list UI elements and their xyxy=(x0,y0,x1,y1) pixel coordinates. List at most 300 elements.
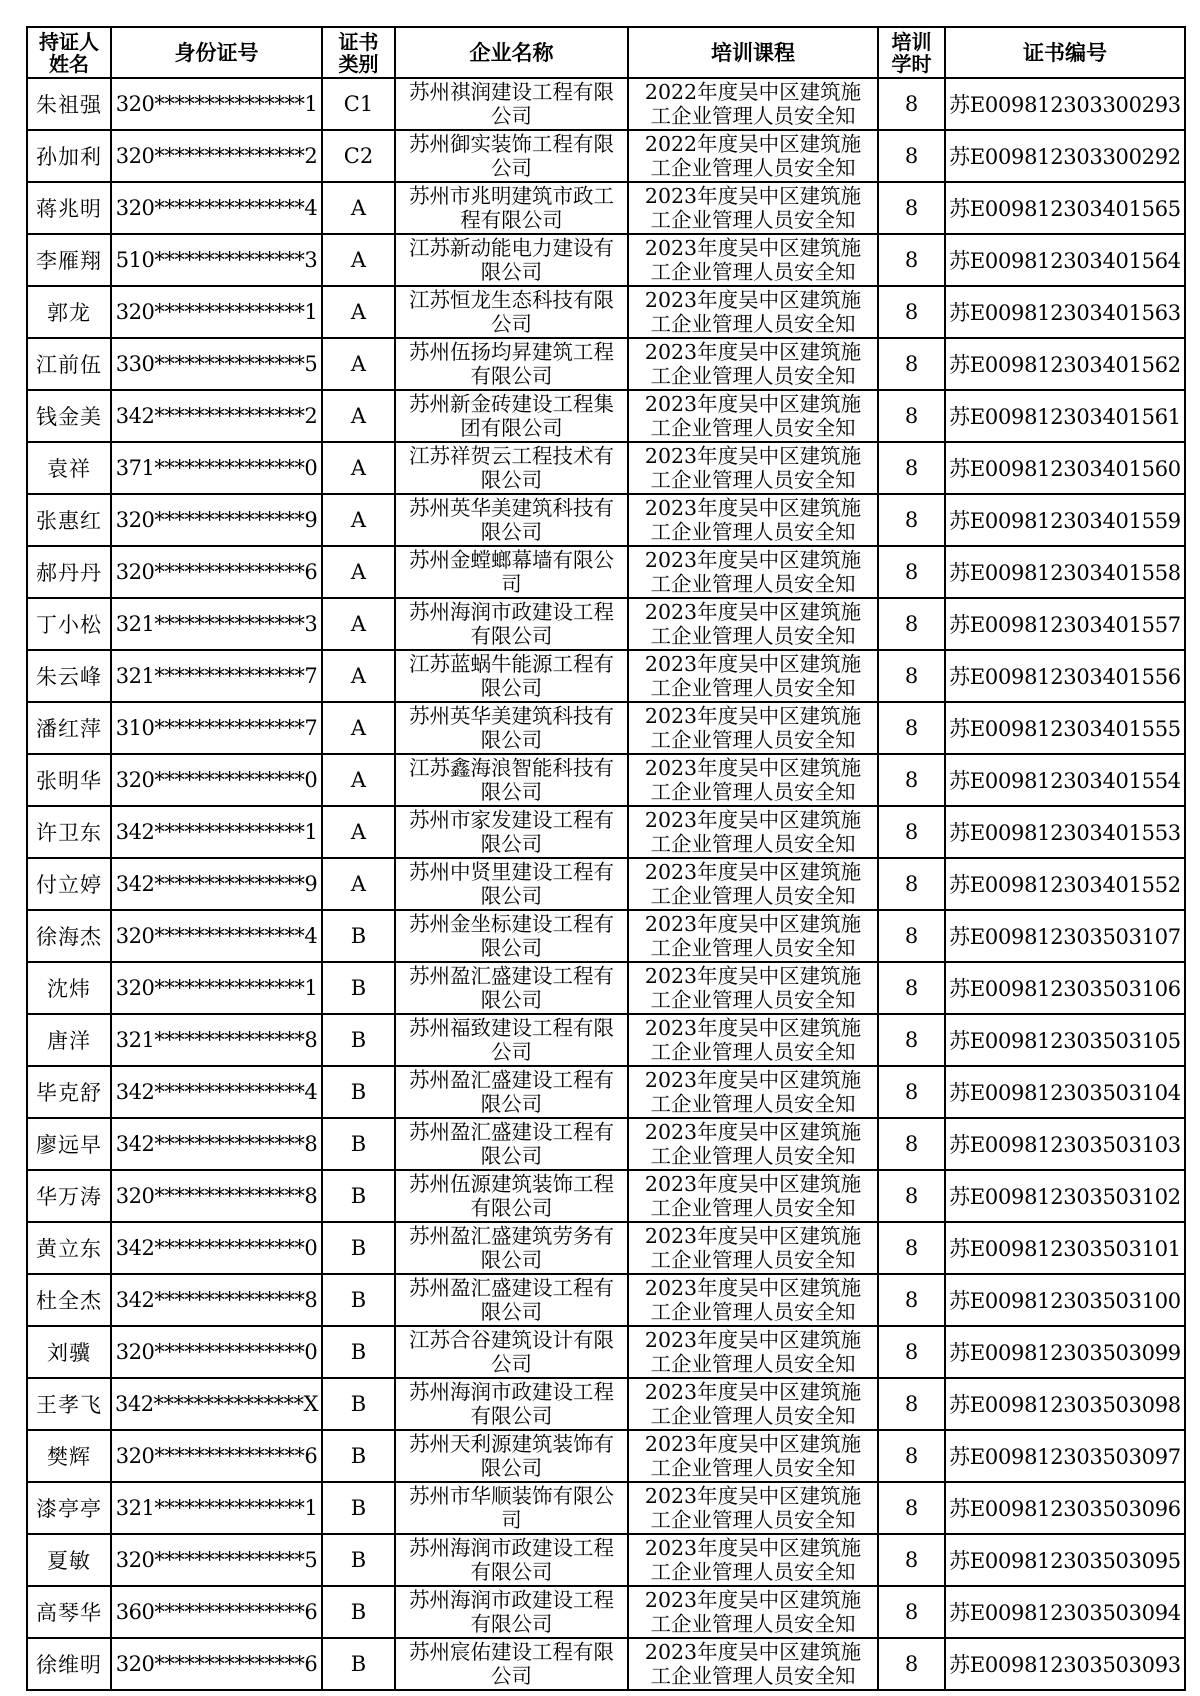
cert-number-cell: 苏E009812303503106 xyxy=(945,962,1185,1014)
holder-name-cell: 袁祥 xyxy=(27,442,111,494)
company-text: 苏州中贤里建设工程有限公司 xyxy=(409,860,614,908)
table-body xyxy=(27,78,1185,1690)
company-text: 苏州福致建设工程有限公司 xyxy=(409,1016,614,1064)
id-number-cell: 342***************9 xyxy=(111,858,322,910)
cert-category-cell: B xyxy=(322,1170,395,1222)
course-cell xyxy=(628,1638,878,1690)
course-cell xyxy=(628,390,878,442)
course-text: 2023年度吴中区建筑施工企业管理人员安全知 xyxy=(644,1484,862,1532)
id-number-cell: 320***************6 xyxy=(111,1638,322,1690)
table-row xyxy=(27,1274,1185,1326)
id-number-cell: 321***************7 xyxy=(111,650,322,702)
id-number-cell: 342***************8 xyxy=(111,1118,322,1170)
header-holder-name-line1: 持证人 xyxy=(39,29,99,54)
id-number-cell: 342***************X xyxy=(111,1378,322,1430)
company-text: 苏州盈汇盛建设工程有限公司 xyxy=(409,964,614,1012)
course-cell xyxy=(628,234,878,286)
cert-category-cell: A xyxy=(322,286,395,338)
company-text: 苏州新金砖建设工程集团有限公司 xyxy=(409,392,614,440)
header-cert-category xyxy=(322,27,395,78)
course-text: 2023年度吴中区建筑施工企业管理人员安全知 xyxy=(644,444,862,492)
header-course: 培训课程 xyxy=(628,27,878,78)
cert-category-cell: B xyxy=(322,1118,395,1170)
company-cell xyxy=(395,1274,628,1326)
hours-cell: 8 xyxy=(878,78,945,130)
id-number-cell: 320***************0 xyxy=(111,1326,322,1378)
course-text: 2023年度吴中区建筑施工企业管理人员安全知 xyxy=(644,704,862,752)
cert-category-cell: A xyxy=(322,442,395,494)
cert-number-cell: 苏E009812303401563 xyxy=(945,286,1185,338)
hours-cell: 8 xyxy=(878,1014,945,1066)
id-number-cell: 320***************2 xyxy=(111,130,322,182)
company-text: 苏州英华美建筑科技有限公司 xyxy=(409,704,614,752)
cert-category-cell: A xyxy=(322,858,395,910)
course-text: 2023年度吴中区建筑施工企业管理人员安全知 xyxy=(644,184,862,232)
course-text: 2023年度吴中区建筑施工企业管理人员安全知 xyxy=(644,1588,862,1636)
table-row xyxy=(27,962,1185,1014)
course-cell xyxy=(628,1274,878,1326)
id-number-cell: 510***************3 xyxy=(111,234,322,286)
cert-category-cell: C2 xyxy=(322,130,395,182)
course-cell xyxy=(628,754,878,806)
company-cell xyxy=(395,1326,628,1378)
cert-number-cell: 苏E009812303503103 xyxy=(945,1118,1185,1170)
table-row xyxy=(27,858,1185,910)
id-number-cell: 330***************5 xyxy=(111,338,322,390)
cert-number-cell: 苏E009812303503107 xyxy=(945,910,1185,962)
company-cell xyxy=(395,1586,628,1638)
holder-name-cell: 徐海杰 xyxy=(27,910,111,962)
cert-category-cell: B xyxy=(322,962,395,1014)
header-hours-line1: 培训 xyxy=(891,29,932,54)
cert-category-cell: B xyxy=(322,1378,395,1430)
cert-number-cell: 苏E009812303401557 xyxy=(945,598,1185,650)
company-text: 苏州祺润建设工程有限公司 xyxy=(409,80,614,128)
course-text: 2023年度吴中区建筑施工企业管理人员安全知 xyxy=(644,860,862,908)
course-text: 2023年度吴中区建筑施工企业管理人员安全知 xyxy=(644,912,862,960)
holder-name-cell: 杜全杰 xyxy=(27,1274,111,1326)
course-cell xyxy=(628,1118,878,1170)
hours-cell: 8 xyxy=(878,1430,945,1482)
course-cell xyxy=(628,598,878,650)
table-row xyxy=(27,1066,1185,1118)
holder-name-cell: 黄立东 xyxy=(27,1222,111,1274)
company-cell xyxy=(395,1482,628,1534)
hours-cell: 8 xyxy=(878,1118,945,1170)
header-row xyxy=(27,27,1185,78)
cert-category-cell: B xyxy=(322,1326,395,1378)
header-cert-number: 证书编号 xyxy=(945,27,1185,78)
table-row xyxy=(27,702,1185,754)
id-number-cell: 320***************1 xyxy=(111,962,322,1014)
cert-number-cell: 苏E009812303401562 xyxy=(945,338,1185,390)
course-text: 2022年度吴中区建筑施工企业管理人员安全知 xyxy=(644,80,862,128)
cert-number-cell: 苏E009812303401552 xyxy=(945,858,1185,910)
holder-name-cell: 张明华 xyxy=(27,754,111,806)
company-text: 苏州海润市政建设工程有限公司 xyxy=(409,1588,614,1636)
cert-category-cell: B xyxy=(322,1586,395,1638)
company-cell xyxy=(395,650,628,702)
course-text: 2023年度吴中区建筑施工企业管理人员安全知 xyxy=(644,652,862,700)
company-cell xyxy=(395,806,628,858)
cert-category-cell: B xyxy=(322,1482,395,1534)
course-text: 2023年度吴中区建筑施工企业管理人员安全知 xyxy=(644,288,862,336)
cert-category-cell: B xyxy=(322,1014,395,1066)
company-text: 苏州御实装饰工程有限公司 xyxy=(409,132,614,180)
course-cell xyxy=(628,1586,878,1638)
header-cert-category-line2: 类别 xyxy=(338,51,379,76)
company-text: 江苏恒龙生态科技有限公司 xyxy=(409,288,614,336)
hours-cell: 8 xyxy=(878,546,945,598)
company-cell xyxy=(395,442,628,494)
id-number-cell: 320***************4 xyxy=(111,182,322,234)
hours-cell: 8 xyxy=(878,702,945,754)
holder-name-cell: 江前伍 xyxy=(27,338,111,390)
course-cell xyxy=(628,182,878,234)
table-row xyxy=(27,1534,1185,1586)
holder-name-cell: 郭龙 xyxy=(27,286,111,338)
company-cell xyxy=(395,962,628,1014)
course-cell xyxy=(628,650,878,702)
cert-number-cell: 苏E009812303503101 xyxy=(945,1222,1185,1274)
holder-name-cell: 刘骥 xyxy=(27,1326,111,1378)
company-text: 苏州盈汇盛建设工程有限公司 xyxy=(409,1120,614,1168)
table-row xyxy=(27,1482,1185,1534)
holder-name-cell: 潘红萍 xyxy=(27,702,111,754)
cert-number-cell: 苏E009812303401556 xyxy=(945,650,1185,702)
holder-name-cell: 廖远早 xyxy=(27,1118,111,1170)
cert-number-cell: 苏E009812303401553 xyxy=(945,806,1185,858)
id-number-cell: 320***************0 xyxy=(111,754,322,806)
holder-name-cell: 钱金美 xyxy=(27,390,111,442)
cert-number-cell: 苏E009812303503104 xyxy=(945,1066,1185,1118)
company-text: 苏州金螳螂幕墙有限公司 xyxy=(409,548,614,596)
company-text: 江苏蓝蜗牛能源工程有限公司 xyxy=(409,652,614,700)
course-text: 2023年度吴中区建筑施工企业管理人员安全知 xyxy=(644,548,862,596)
holder-name-cell: 王孝飞 xyxy=(27,1378,111,1430)
company-cell xyxy=(395,286,628,338)
course-cell xyxy=(628,1066,878,1118)
id-number-cell: 321***************3 xyxy=(111,598,322,650)
hours-cell: 8 xyxy=(878,650,945,702)
company-text: 苏州伍源建筑装饰工程有限公司 xyxy=(409,1172,614,1220)
table-row xyxy=(27,130,1185,182)
cert-category-cell: A xyxy=(322,338,395,390)
table-row xyxy=(27,78,1185,130)
header-id-number: 身份证号 xyxy=(111,27,322,78)
table-row xyxy=(27,442,1185,494)
holder-name-cell: 沈炜 xyxy=(27,962,111,1014)
company-text: 苏州市华顺装饰有限公司 xyxy=(409,1484,614,1532)
company-text: 苏州盈汇盛建设工程有限公司 xyxy=(409,1068,614,1116)
holder-name-cell: 朱祖强 xyxy=(27,78,111,130)
cert-number-cell: 苏E009812303503102 xyxy=(945,1170,1185,1222)
table-row xyxy=(27,1430,1185,1482)
table-row xyxy=(27,390,1185,442)
hours-cell: 8 xyxy=(878,858,945,910)
company-text: 苏州英华美建筑科技有限公司 xyxy=(409,496,614,544)
table-row xyxy=(27,1014,1185,1066)
cert-number-cell: 苏E009812303503098 xyxy=(945,1378,1185,1430)
course-cell xyxy=(628,1378,878,1430)
hours-cell: 8 xyxy=(878,1378,945,1430)
hours-cell: 8 xyxy=(878,598,945,650)
table-row xyxy=(27,234,1185,286)
course-cell xyxy=(628,286,878,338)
table-row xyxy=(27,1222,1185,1274)
company-text: 江苏鑫海浪智能科技有限公司 xyxy=(409,756,614,804)
course-cell xyxy=(628,1326,878,1378)
cert-category-cell: A xyxy=(322,234,395,286)
company-cell xyxy=(395,234,628,286)
hours-cell: 8 xyxy=(878,182,945,234)
company-text: 江苏合谷建筑设计有限公司 xyxy=(409,1328,614,1376)
table-row xyxy=(27,494,1185,546)
company-text: 苏州市家发建设工程有限公司 xyxy=(409,808,614,856)
cert-category-cell: A xyxy=(322,650,395,702)
header-cert-category-line1: 证书 xyxy=(338,29,379,54)
course-text: 2022年度吴中区建筑施工企业管理人员安全知 xyxy=(644,132,862,180)
cert-category-cell: A xyxy=(322,546,395,598)
course-cell xyxy=(628,702,878,754)
cert-category-cell: A xyxy=(322,806,395,858)
course-cell xyxy=(628,1014,878,1066)
course-cell xyxy=(628,1482,878,1534)
course-cell xyxy=(628,546,878,598)
holder-name-cell: 蒋兆明 xyxy=(27,182,111,234)
course-text: 2023年度吴中区建筑施工企业管理人员安全知 xyxy=(644,1224,862,1272)
table-row xyxy=(27,1326,1185,1378)
hours-cell: 8 xyxy=(878,962,945,1014)
company-cell xyxy=(395,78,628,130)
cert-number-cell: 苏E009812303503094 xyxy=(945,1586,1185,1638)
company-cell xyxy=(395,1222,628,1274)
course-cell xyxy=(628,130,878,182)
hours-cell: 8 xyxy=(878,286,945,338)
hours-cell: 8 xyxy=(878,1274,945,1326)
hours-cell: 8 xyxy=(878,234,945,286)
id-number-cell: 320***************8 xyxy=(111,1170,322,1222)
table-header xyxy=(27,27,1185,78)
hours-cell: 8 xyxy=(878,1534,945,1586)
hours-cell: 8 xyxy=(878,1326,945,1378)
holder-name-cell: 郝丹丹 xyxy=(27,546,111,598)
holder-name-cell: 朱云峰 xyxy=(27,650,111,702)
header-holder-name xyxy=(27,27,111,78)
id-number-cell: 320***************9 xyxy=(111,494,322,546)
course-text: 2023年度吴中区建筑施工企业管理人员安全知 xyxy=(644,1276,862,1324)
holder-name-cell: 唐洋 xyxy=(27,1014,111,1066)
course-cell xyxy=(628,806,878,858)
cert-category-cell: B xyxy=(322,1222,395,1274)
holder-name-cell: 付立婷 xyxy=(27,858,111,910)
course-cell xyxy=(628,1430,878,1482)
table-row xyxy=(27,1586,1185,1638)
cert-category-cell: A xyxy=(322,390,395,442)
course-text: 2023年度吴中区建筑施工企业管理人员安全知 xyxy=(644,392,862,440)
id-number-cell: 321***************1 xyxy=(111,1482,322,1534)
company-text: 苏州金坐标建设工程有限公司 xyxy=(409,912,614,960)
course-text: 2023年度吴中区建筑施工企业管理人员安全知 xyxy=(644,1172,862,1220)
company-cell xyxy=(395,546,628,598)
company-cell xyxy=(395,1378,628,1430)
id-number-cell: 320***************1 xyxy=(111,286,322,338)
company-text: 苏州盈汇盛建筑劳务有限公司 xyxy=(409,1224,614,1272)
cert-number-cell: 苏E009812303401559 xyxy=(945,494,1185,546)
company-text: 江苏祥贺云工程技术有限公司 xyxy=(409,444,614,492)
certificate-table xyxy=(26,26,1186,1691)
table-row xyxy=(27,1638,1185,1690)
cert-category-cell: A xyxy=(322,494,395,546)
hours-cell: 8 xyxy=(878,1482,945,1534)
id-number-cell: 320***************1 xyxy=(111,78,322,130)
cert-number-cell: 苏E009812303503099 xyxy=(945,1326,1185,1378)
holder-name-cell: 漆亭亭 xyxy=(27,1482,111,1534)
header-hours-line2: 学时 xyxy=(891,51,932,76)
company-text: 苏州海润市政建设工程有限公司 xyxy=(409,1536,614,1584)
table-row xyxy=(27,546,1185,598)
cert-category-cell: B xyxy=(322,1430,395,1482)
cert-number-cell: 苏E009812303401565 xyxy=(945,182,1185,234)
id-number-cell: 320***************5 xyxy=(111,1534,322,1586)
cert-category-cell: A xyxy=(322,754,395,806)
company-text: 苏州海润市政建设工程有限公司 xyxy=(409,1380,614,1428)
holder-name-cell: 李雁翔 xyxy=(27,234,111,286)
table-row xyxy=(27,1118,1185,1170)
course-text: 2023年度吴中区建筑施工企业管理人员安全知 xyxy=(644,1432,862,1480)
id-number-cell: 320***************6 xyxy=(111,546,322,598)
company-cell xyxy=(395,858,628,910)
company-cell xyxy=(395,1638,628,1690)
table-row xyxy=(27,338,1185,390)
header-holder-name-line2: 姓名 xyxy=(49,51,89,76)
company-text: 江苏新动能电力建设有限公司 xyxy=(409,236,614,284)
cert-category-cell: B xyxy=(322,1274,395,1326)
course-cell xyxy=(628,962,878,1014)
company-cell xyxy=(395,1170,628,1222)
course-cell xyxy=(628,858,878,910)
id-number-cell: 342***************8 xyxy=(111,1274,322,1326)
table-row xyxy=(27,286,1185,338)
cert-number-cell: 苏E009812303503095 xyxy=(945,1534,1185,1586)
company-cell xyxy=(395,754,628,806)
holder-name-cell: 徐维明 xyxy=(27,1638,111,1690)
course-text: 2023年度吴中区建筑施工企业管理人员安全知 xyxy=(644,1328,862,1376)
cert-number-cell: 苏E009812303401560 xyxy=(945,442,1185,494)
holder-name-cell: 高琴华 xyxy=(27,1586,111,1638)
cert-category-cell: B xyxy=(322,1534,395,1586)
company-cell xyxy=(395,390,628,442)
course-text: 2023年度吴中区建筑施工企业管理人员安全知 xyxy=(644,808,862,856)
hours-cell: 8 xyxy=(878,806,945,858)
course-cell xyxy=(628,338,878,390)
course-text: 2023年度吴中区建筑施工企业管理人员安全知 xyxy=(644,1120,862,1168)
table-row xyxy=(27,754,1185,806)
id-number-cell: 321***************8 xyxy=(111,1014,322,1066)
hours-cell: 8 xyxy=(878,1170,945,1222)
table-row xyxy=(27,1170,1185,1222)
company-text: 苏州天利源建筑装饰有限公司 xyxy=(409,1432,614,1480)
hours-cell: 8 xyxy=(878,1586,945,1638)
holder-name-cell: 许卫东 xyxy=(27,806,111,858)
hours-cell: 8 xyxy=(878,910,945,962)
company-cell xyxy=(395,1014,628,1066)
cert-number-cell: 苏E009812303300292 xyxy=(945,130,1185,182)
cert-number-cell: 苏E009812303503096 xyxy=(945,1482,1185,1534)
course-cell xyxy=(628,1222,878,1274)
course-cell xyxy=(628,78,878,130)
course-text: 2023年度吴中区建筑施工企业管理人员安全知 xyxy=(644,496,862,544)
id-number-cell: 360***************6 xyxy=(111,1586,322,1638)
course-cell xyxy=(628,910,878,962)
company-cell xyxy=(395,1430,628,1482)
cert-number-cell: 苏E009812303503097 xyxy=(945,1430,1185,1482)
hours-cell: 8 xyxy=(878,754,945,806)
id-number-cell: 342***************4 xyxy=(111,1066,322,1118)
table-row xyxy=(27,1378,1185,1430)
cert-number-cell: 苏E009812303401564 xyxy=(945,234,1185,286)
cert-category-cell: C1 xyxy=(322,78,395,130)
table-row xyxy=(27,910,1185,962)
header-hours xyxy=(878,27,945,78)
course-cell xyxy=(628,1534,878,1586)
cert-number-cell: 苏E009812303503100 xyxy=(945,1274,1185,1326)
id-number-cell: 342***************2 xyxy=(111,390,322,442)
course-text: 2023年度吴中区建筑施工企业管理人员安全知 xyxy=(644,340,862,388)
company-cell xyxy=(395,1118,628,1170)
cert-category-cell: A xyxy=(322,182,395,234)
holder-name-cell: 樊辉 xyxy=(27,1430,111,1482)
company-cell xyxy=(395,338,628,390)
cert-number-cell: 苏E009812303503105 xyxy=(945,1014,1185,1066)
id-number-cell: 320***************6 xyxy=(111,1430,322,1482)
holder-name-cell: 丁小松 xyxy=(27,598,111,650)
holder-name-cell: 张惠红 xyxy=(27,494,111,546)
id-number-cell: 342***************1 xyxy=(111,806,322,858)
course-cell xyxy=(628,442,878,494)
hours-cell: 8 xyxy=(878,130,945,182)
header-company: 企业名称 xyxy=(395,27,628,78)
holder-name-cell: 夏敏 xyxy=(27,1534,111,1586)
company-cell xyxy=(395,1534,628,1586)
course-text: 2023年度吴中区建筑施工企业管理人员安全知 xyxy=(644,756,862,804)
holder-name-cell: 孙加利 xyxy=(27,130,111,182)
table-row xyxy=(27,182,1185,234)
course-cell xyxy=(628,494,878,546)
cert-category-cell: B xyxy=(322,910,395,962)
course-text: 2023年度吴中区建筑施工企业管理人员安全知 xyxy=(644,964,862,1012)
hours-cell: 8 xyxy=(878,390,945,442)
hours-cell: 8 xyxy=(878,494,945,546)
hours-cell: 8 xyxy=(878,1066,945,1118)
course-text: 2023年度吴中区建筑施工企业管理人员安全知 xyxy=(644,1640,862,1688)
course-text: 2023年度吴中区建筑施工企业管理人员安全知 xyxy=(644,1068,862,1116)
id-number-cell: 342***************0 xyxy=(111,1222,322,1274)
company-text: 苏州市兆明建筑市政工程有限公司 xyxy=(409,184,614,232)
hours-cell: 8 xyxy=(878,338,945,390)
company-cell xyxy=(395,130,628,182)
course-text: 2023年度吴中区建筑施工企业管理人员安全知 xyxy=(644,1380,862,1428)
cert-category-cell: A xyxy=(322,702,395,754)
cert-number-cell: 苏E009812303401554 xyxy=(945,754,1185,806)
cert-number-cell: 苏E009812303503093 xyxy=(945,1638,1185,1690)
course-cell xyxy=(628,1170,878,1222)
company-cell xyxy=(395,1066,628,1118)
table-row xyxy=(27,650,1185,702)
cert-category-cell: A xyxy=(322,598,395,650)
company-cell xyxy=(395,182,628,234)
hours-cell: 8 xyxy=(878,442,945,494)
